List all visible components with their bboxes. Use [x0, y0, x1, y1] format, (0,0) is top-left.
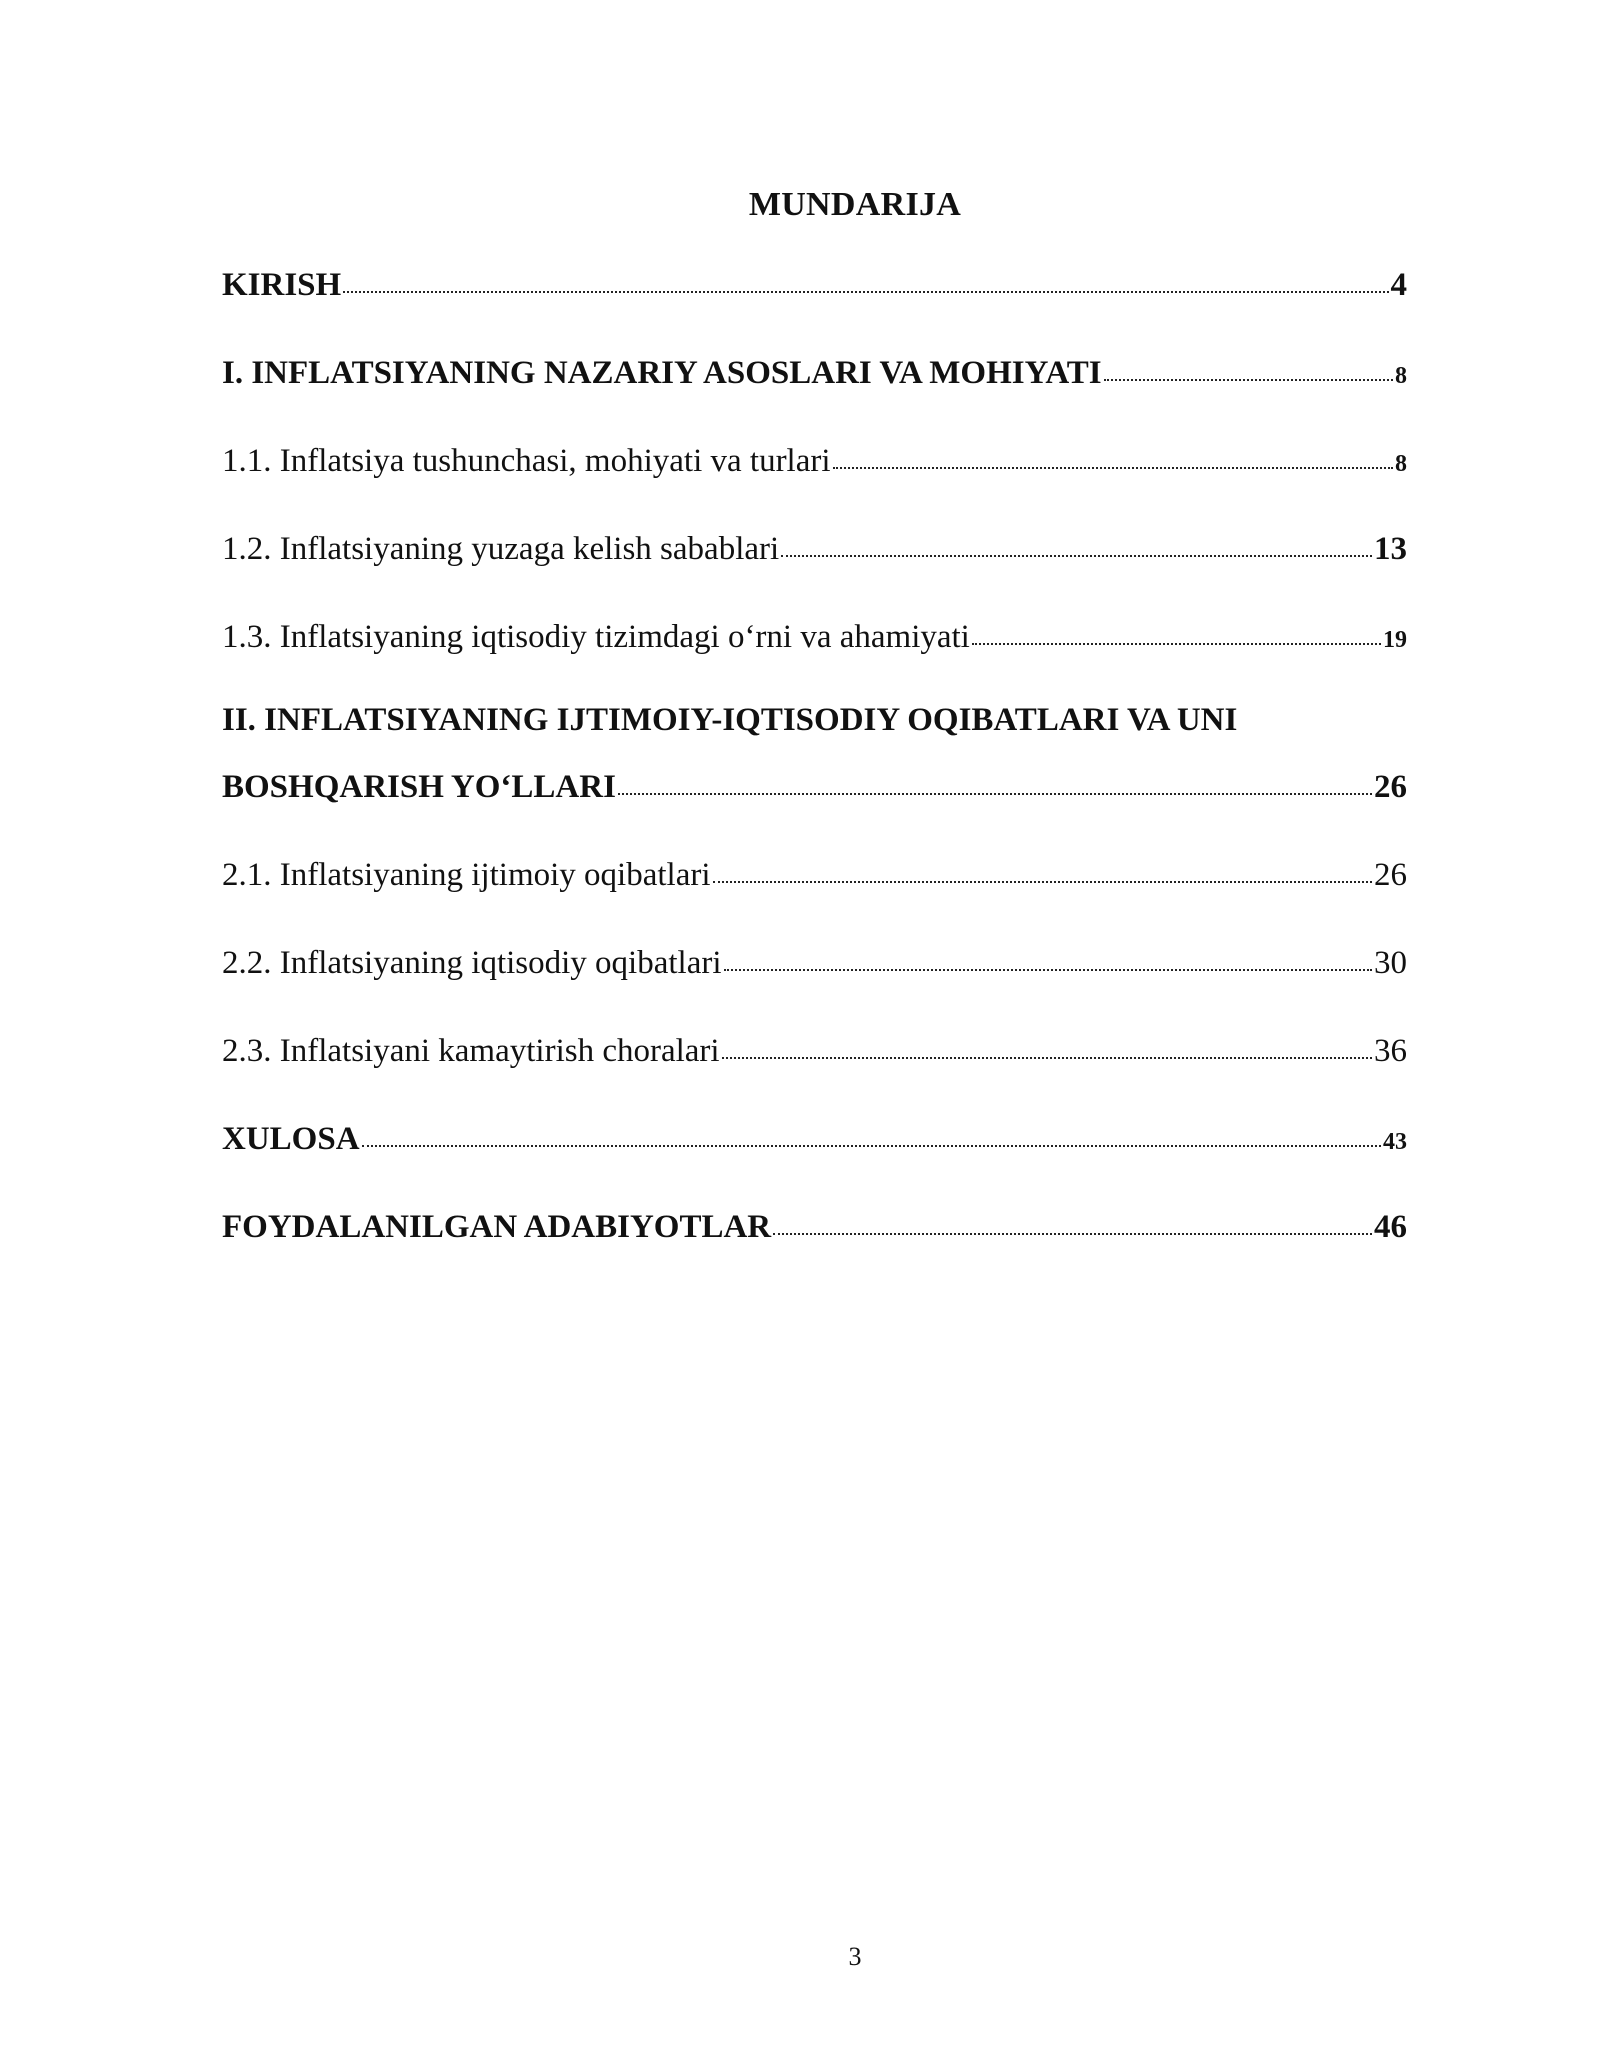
dot-leader — [781, 528, 1372, 561]
dot-leader — [343, 264, 1388, 297]
toc-entry-label: 1.3. Inflatsiyaning iqtisodiy tizimdagi o‘rni va ahamiyati — [222, 619, 970, 655]
toc-entry-page: 4 — [1390, 267, 1407, 303]
page-number: 3 — [848, 1942, 862, 1971]
toc-entry-label: 2.2. Inflatsiyaning iqtisodiy oqibatlari — [222, 945, 722, 981]
toc-entry-chapter-1 — [222, 350, 1407, 392]
toc-entry-section-1-2 — [222, 526, 1407, 568]
toc-entry-chapter-2-line1 — [222, 702, 1407, 739]
toc-entry-section-2-2 — [222, 940, 1407, 982]
dot-leader — [833, 440, 1393, 473]
toc-entry-kirish — [222, 262, 1407, 304]
toc-entry-label: 2.3. Inflatsiyani kamaytirish choralari — [222, 1033, 720, 1069]
dot-leader — [1104, 352, 1393, 385]
dot-leader — [724, 942, 1372, 975]
dot-leader — [713, 854, 1372, 887]
toc-entry-label: I. INFLATSIYANING NAZARIY ASOSLARI VA MOHIYATI — [222, 355, 1102, 391]
toc-entry-page: 13 — [1374, 531, 1407, 567]
toc-entry-page: 46 — [1374, 1209, 1407, 1245]
toc-entry-section-2-3 — [222, 1028, 1407, 1070]
toc-entry-label: 2.1. Inflatsiyaning ijtimoiy oqibatlari — [222, 857, 711, 893]
dot-leader — [618, 766, 1372, 799]
toc-entry-xulosa — [222, 1116, 1407, 1158]
toc-entry-page: 19 — [1383, 627, 1407, 653]
toc-entry-page: 30 — [1374, 945, 1407, 981]
toc-entry-chapter-2-line2 — [222, 764, 1407, 806]
toc-entry-label: 1.2. Inflatsiyaning yuzaga kelish sabablari — [222, 531, 780, 567]
toc-entry-adabiyotlar — [222, 1204, 1407, 1246]
toc-title: MUNDARIJA — [748, 186, 962, 223]
toc-entry-label: BOSHQARISH YO‘LLARI — [222, 769, 616, 805]
toc-entry-label: KIRISH — [222, 267, 342, 303]
toc-entry-page: 26 — [1374, 769, 1407, 805]
dot-leader — [972, 616, 1381, 649]
toc-entry-page: 8 — [1395, 363, 1407, 389]
toc-entry-page: 43 — [1383, 1129, 1407, 1155]
toc-entry-section-1-3 — [222, 614, 1407, 656]
toc-entry-section-2-1 — [222, 852, 1407, 894]
toc-entry-section-1-1 — [222, 438, 1407, 480]
dot-leader — [362, 1118, 1381, 1151]
toc-entry-label: 1.1. Inflatsiya tushunchasi, mohiyati va turlari — [222, 443, 831, 479]
dot-leader — [722, 1030, 1372, 1063]
toc-entry-page: 8 — [1395, 451, 1407, 477]
toc-entry-label: XULOSA — [222, 1121, 360, 1157]
dot-leader — [773, 1206, 1372, 1239]
toc-entry-page: 26 — [1374, 857, 1407, 893]
toc-entry-label: FOYDALANILGAN ADABIYOTLAR — [222, 1209, 772, 1245]
toc-entry-label: II. INFLATSIYANING IJTIMOIY-IQTISODIY OQIBATLARI VA UNI — [222, 702, 1238, 738]
toc-entry-page: 36 — [1374, 1033, 1407, 1069]
